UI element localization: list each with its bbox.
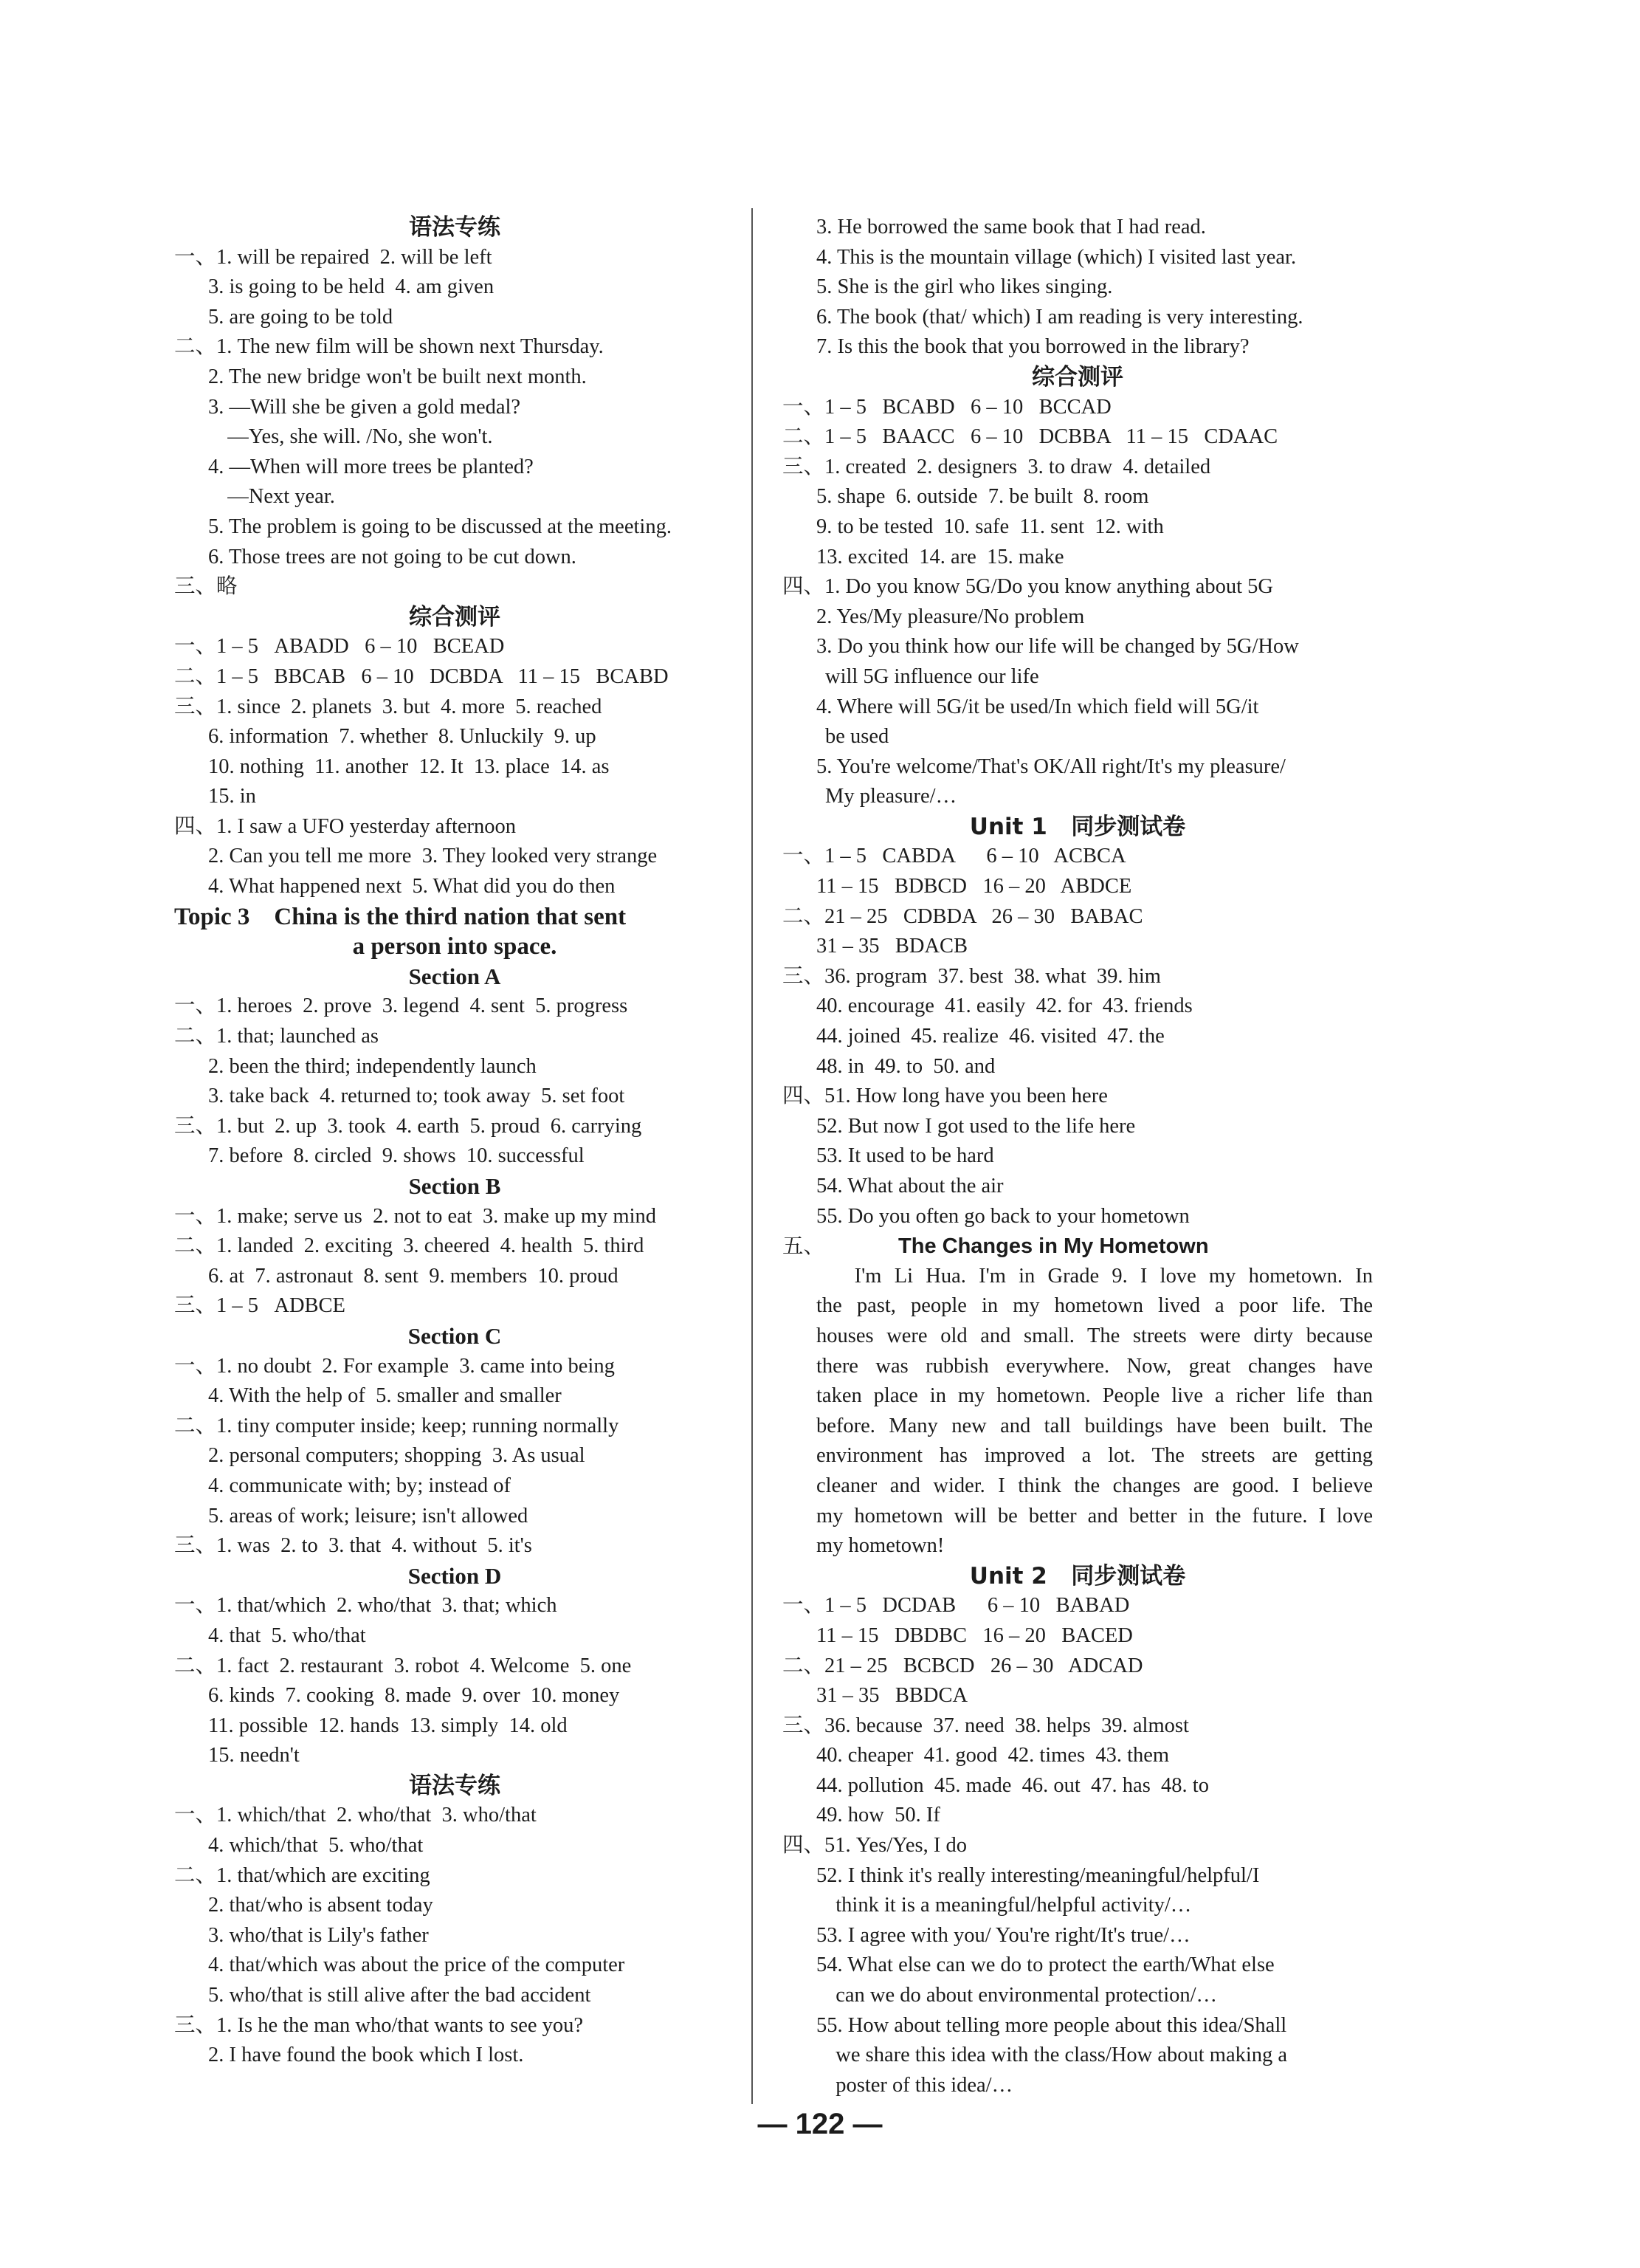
answer-line: 4. which/that 5. who/that: [208, 1834, 424, 1858]
answer-line: 5. areas of work; leisure; isn't allowed: [208, 1504, 528, 1528]
answer-line: 44. joined 45. realize 46. visited 47. the: [816, 1025, 1165, 1048]
answer-line: 6. The book (that/ which) I am reading is very interesting.: [816, 305, 1303, 329]
answer-line: 一、1 – 5 CABDA 6 – 10 ACBCA: [782, 845, 1126, 868]
right-column: [782, 213, 1373, 2100]
answer-line: 三、1 – 5 ADBCE: [174, 1294, 345, 1318]
answer-line: 13. excited 14. are 15. make: [816, 545, 1064, 568]
answer-line: 55. How about telling more people about this idea/Shall: [816, 2013, 1287, 2037]
answer-line: taken place in my hometown. People live a richer life than: [816, 1384, 1373, 1408]
answer-line: I'm Li Hua. I'm in Grade 9. I love my hometown. In: [816, 1264, 1373, 1288]
answer-line: 53. I agree with you/ You're right/It's true/…: [816, 1923, 1191, 1947]
answer-line: my hometown will be better and better in the future. I love: [816, 1504, 1373, 1528]
answer-line: 49. how 50. If: [816, 1804, 940, 1827]
answer-line: 二、21 – 25 CDBDA 26 – 30 BABAC: [782, 904, 1143, 928]
answer-line: cleaner and wider. I think the changes are good. I believe: [816, 1474, 1373, 1497]
answer-line: 15. in: [208, 785, 256, 808]
answer-line: 4. What happened next 5. What did you do then: [208, 875, 616, 898]
answer-line: 一、1 – 5 ABADD 6 – 10 BCEAD: [174, 635, 505, 659]
answer-line: 2. The new bridge won't be built next month.: [208, 365, 587, 388]
answer-line: 10. nothing 11. another 12. It 13. place 14. as: [208, 755, 610, 778]
answer-line: environment has improved a lot. The streets are getting: [816, 1444, 1373, 1468]
answer-line: 一、1. that/which 2. who/that 3. that; which: [174, 1594, 557, 1618]
answer-line: 7. before 8. circled 9. shows 10. successful: [208, 1144, 585, 1168]
answer-line: before. Many new and tall buildings have been built. The: [816, 1414, 1373, 1437]
answer-line: 4. that 5. who/that: [208, 1623, 366, 1647]
answer-line: 31 – 35 BBDCA: [816, 1684, 968, 1708]
answer-line: My pleasure/…: [825, 785, 957, 808]
answer-line: 4. Where will 5G/it be used/In which field will 5G/it: [816, 695, 1259, 718]
column-divider: [751, 208, 753, 2104]
answer-line: 2. personal computers; shopping 3. As usual: [208, 1444, 585, 1468]
answer-line: 5. The problem is going to be discussed at the meeting.: [208, 515, 672, 538]
answer-line: 3. is going to be held 4. am given: [208, 275, 495, 299]
answer-line: 一、1. make; serve us 2. not to eat 3. make up my mind: [174, 1204, 657, 1228]
section-heading: 综合测评: [1032, 363, 1123, 391]
essay-title: The Changes in My Hometown: [898, 1234, 1209, 1259]
answer-line: 55. Do you often go back to your hometown: [816, 1204, 1190, 1228]
answer-line: —Next year.: [217, 485, 335, 509]
answer-line: 5. She is the girl who likes singing.: [816, 275, 1113, 299]
section-heading: Unit 1 同步测试卷: [969, 813, 1186, 840]
section-heading: 语法专练: [409, 1772, 500, 1799]
answer-line: 三、1. since 2. planets 3. but 4. more 5. reached: [174, 695, 602, 718]
answer-line: 5. You're welcome/That's OK/All right/It's my pleasure/: [816, 755, 1286, 778]
answer-line: 11 – 15 BDBCD 16 – 20 ABDCE: [816, 875, 1132, 898]
answer-line: 三、1. Is he the man who/that wants to see you?: [174, 2013, 584, 2037]
answer-line: 31 – 35 BDACB: [816, 935, 968, 958]
answer-line: my hometown!: [816, 1534, 945, 1558]
section-heading: 语法专练: [409, 214, 500, 241]
answer-line: there was rubbish everywhere. Now, great changes have: [816, 1354, 1373, 1378]
answer-line: 40. encourage 41. easily 42. for 43. friends: [816, 994, 1193, 1018]
answer-line: can we do about environmental protection/…: [825, 1984, 1218, 2007]
answer-line: poster of this idea/…: [825, 2073, 1013, 2097]
answer-line: 48. in 49. to 50. and: [816, 1054, 996, 1078]
answer-line: 二、1. that; launched as: [174, 1025, 379, 1048]
answer-line: 二、1 – 5 BAACC 6 – 10 DCBBA 11 – 15 CDAAC: [782, 425, 1278, 449]
answer-line: 11 – 15 DBDBC 16 – 20 BACED: [816, 1623, 1133, 1647]
answer-line: 54. What else can we do to protect the earth/What else: [816, 1953, 1275, 1977]
answer-line: 四、51. Yes/Yes, I do: [782, 1834, 967, 1858]
answer-line: 3. take back 4. returned to; took away 5. set foot: [208, 1085, 625, 1108]
answer-line: 二、1. tiny computer inside; keep; running normally: [174, 1414, 619, 1437]
answer-line: the past, people in my hometown lived a poor life. The: [816, 1294, 1373, 1318]
answer-line: 一、1. will be repaired 2. will be left: [174, 245, 492, 269]
answer-line: 四、51. How long have you been here: [782, 1085, 1108, 1108]
answer-line: 3. —Will she be given a gold medal?: [208, 395, 521, 419]
answer-line: 三、1. created 2. designers 3. to draw 4. detailed: [782, 455, 1211, 478]
answer-line: think it is a meaningful/helpful activity/…: [825, 1894, 1192, 1917]
section-heading: a person into space.: [352, 933, 557, 961]
question-marker: 五、: [782, 1235, 825, 1259]
answer-line: 3. who/that is Lily's father: [208, 1923, 429, 1947]
section-heading: 综合测评: [409, 603, 500, 630]
answer-line: 3. Do you think how our life will be changed by 5G/How: [816, 635, 1299, 659]
answer-line: will 5G influence our life: [825, 664, 1039, 688]
answer-line: 2. Can you tell me more 3. They looked very strange: [208, 845, 658, 868]
answer-line: 三、略: [174, 575, 238, 599]
section-heading: Unit 2 同步测试卷: [969, 1562, 1186, 1590]
answer-line: 一、1. heroes 2. prove 3. legend 4. sent 5. progress: [174, 994, 628, 1018]
answer-line: 二、1 – 5 BBCAB 6 – 10 DCBDA 11 – 15 BCABD: [174, 664, 669, 688]
answer-line: 4. communicate with; by; instead of: [208, 1474, 511, 1497]
answer-line: —Yes, she will. /No, she won't.: [217, 425, 493, 449]
answer-line: be used: [825, 725, 889, 749]
answer-line: 4. This is the mountain village (which) I visited last year.: [816, 245, 1297, 269]
answer-line: 一、1. which/that 2. who/that 3. who/that: [174, 1804, 537, 1827]
answer-line: 二、1. landed 2. exciting 3. cheered 4. health 5. third: [174, 1234, 644, 1258]
answer-line: 三、1. was 2. to 3. that 4. without 5. it's: [174, 1534, 532, 1558]
answer-line: 二、1. The new film will be shown next Thursday.: [174, 335, 604, 359]
section-heading: Section C: [407, 1322, 502, 1349]
page-number: — 122 —: [757, 2108, 883, 2140]
answer-line: 2. been the third; independently launch: [208, 1054, 537, 1078]
answer-line: 三、1. but 2. up 3. took 4. earth 5. proud 6. carrying: [174, 1114, 642, 1138]
answer-line: 15. needn't: [208, 1744, 300, 1767]
answer-line: 5. shape 6. outside 7. be built 8. room: [816, 485, 1149, 509]
answer-line: 54. What about the air: [816, 1175, 1004, 1197]
answer-line: 4. —When will more trees be planted?: [208, 455, 534, 478]
answer-line: 三、36. program 37. best 38. what 39. him: [782, 964, 1161, 988]
answer-line: 52. I think it's really interesting/meaningful/helpful/I: [816, 1863, 1260, 1887]
answer-line: 一、1. no doubt 2. For example 3. came into being: [174, 1354, 615, 1378]
answer-line: 二、21 – 25 BCBCD 26 – 30 ADCAD: [782, 1654, 1143, 1677]
answer-line: 6. at 7. astronaut 8. sent 9. members 10. proud: [208, 1264, 619, 1288]
answer-line: 3. He borrowed the same book that I had read.: [816, 216, 1206, 238]
left-column: [174, 213, 735, 2071]
answer-line: 6. Those trees are not going to be cut down.: [208, 545, 576, 568]
answer-line: 一、1 – 5 BCABD 6 – 10 BCCAD: [782, 395, 1112, 419]
answer-line: 44. pollution 45. made 46. out 47. has 48. to: [816, 1773, 1209, 1797]
answer-line: 40. cheaper 41. good 42. times 43. them: [816, 1744, 1170, 1767]
answer-line: 5. are going to be told: [208, 305, 393, 329]
answer-line: 2. I have found the book which I lost.: [208, 2044, 524, 2067]
answer-line: 二、1. fact 2. restaurant 3. robot 4. Welcome 5. one: [174, 1654, 632, 1677]
answer-line: 四、1. I saw a UFO yesterday afternoon: [174, 814, 516, 838]
section-heading: Topic 3 China is the third nation that sent: [174, 903, 627, 930]
answer-line: 9. to be tested 10. safe 11. sent 12. with: [816, 515, 1164, 538]
answer-line: 53. It used to be hard: [816, 1144, 994, 1168]
answer-line: 四、1. Do you know 5G/Do you know anything about 5G: [782, 575, 1273, 599]
answer-line: 三、36. because 37. need 38. helps 39. almost: [782, 1714, 1189, 1737]
answer-line: 6. information 7. whether 8. Unluckily 9. up: [208, 725, 596, 749]
answer-line: 52. But now I got used to the life here: [816, 1114, 1136, 1138]
section-heading: Section D: [407, 1562, 502, 1589]
section-heading: Section B: [408, 1173, 501, 1199]
answer-line: 7. Is this the book that you borrowed in the library?: [816, 335, 1250, 359]
answer-line: 4. that/which was about the price of the computer: [208, 1953, 625, 1977]
answer-line: we share this idea with the class/How about making a: [825, 2044, 1288, 2067]
answer-line: 2. that/who is absent today: [208, 1894, 433, 1917]
answer-line: houses were old and small. The streets were dirty because: [816, 1324, 1373, 1347]
answer-line: 2. Yes/My pleasure/No problem: [816, 605, 1085, 628]
answer-line: 一、1 – 5 DCDAB 6 – 10 BABAD: [782, 1594, 1130, 1618]
answer-line: 5. who/that is still alive after the bad accident: [208, 1984, 591, 2007]
essay-heading-line: [782, 1231, 1373, 1262]
section-heading: Section A: [408, 963, 501, 989]
answer-line: 4. With the help of 5. smaller and smaller: [208, 1384, 562, 1408]
answer-line: 6. kinds 7. cooking 8. made 9. over 10. money: [208, 1684, 620, 1708]
answer-line: 二、1. that/which are exciting: [174, 1863, 430, 1887]
answer-line: 11. possible 12. hands 13. simply 14. old: [208, 1714, 568, 1737]
